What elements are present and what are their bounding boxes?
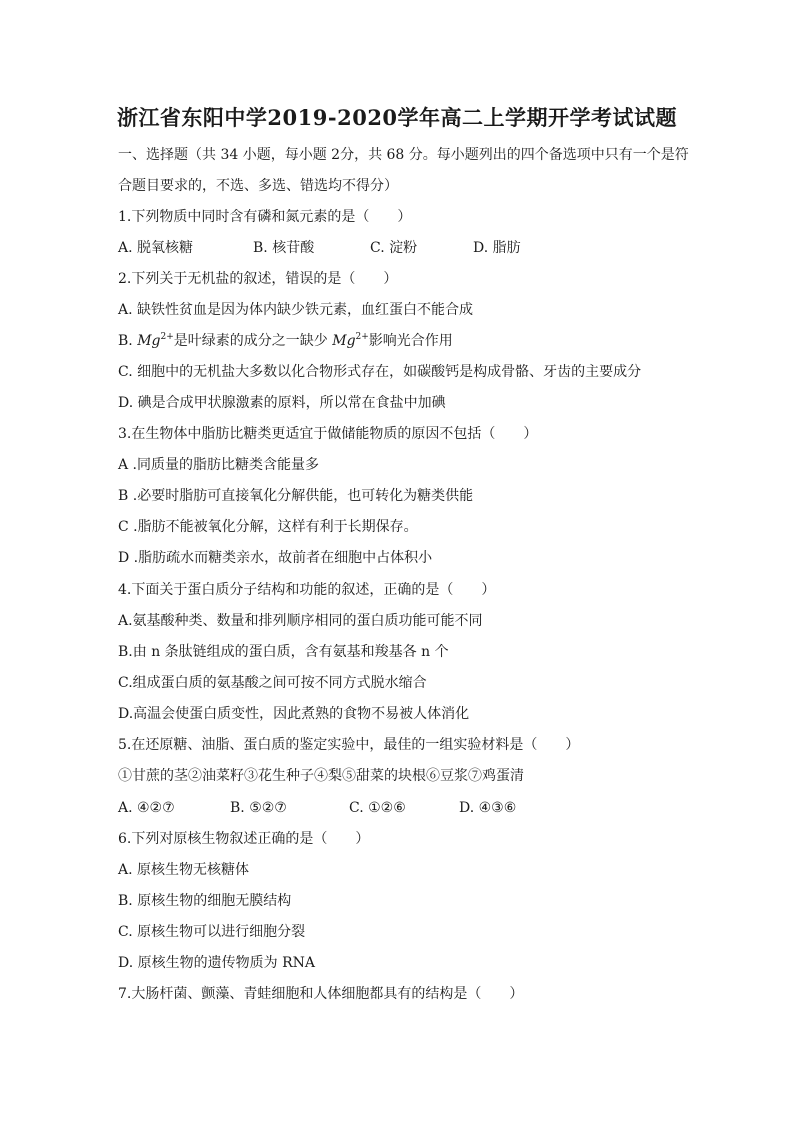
option-d: D. ④③⑥ bbox=[459, 800, 517, 816]
question-2-option-c: C. 细胞中的无机盐大多数以化合物形式存在，如碳酸钙是构成骨骼、牙齿的主要成分 bbox=[118, 364, 642, 380]
mg-symbol: Mg bbox=[137, 333, 161, 349]
question-4-option-d: D.高温会使蛋白质变性，因此煮熟的食物不易被人体消化 bbox=[118, 706, 470, 722]
question-6-option-a: A. 原核生物无核糖体 bbox=[118, 862, 250, 878]
question-3-option-a: A .同质量的脂肪比糖类含能量多 bbox=[118, 457, 320, 473]
charge-superscript: 2+ bbox=[355, 332, 369, 342]
question-2-stem: 2.下列关于无机盐的叙述，错误的是（ ） bbox=[118, 271, 398, 287]
option-d: D. 脂肪 bbox=[473, 240, 521, 256]
question-6-option-b: B. 原核生物的细胞无膜结构 bbox=[118, 893, 292, 909]
question-1-options bbox=[118, 239, 521, 257]
question-4-stem: 4.下面关于蛋白质分子结构和功能的叙述，正确的是（ ） bbox=[118, 582, 496, 598]
question-6-option-c: C. 原核生物可以进行细胞分裂 bbox=[118, 924, 306, 940]
option-b: B. 核苷酸 bbox=[253, 240, 315, 256]
option-a: A. 脱氧核糖 bbox=[118, 240, 194, 256]
question-2-option-b bbox=[118, 332, 453, 350]
question-3-stem: 3.在生物体中脂肪比糖类更适宜于做储能物质的原因不包括（ ） bbox=[118, 426, 538, 442]
question-1-stem: 1.下列物质中同时含有磷和氮元素的是（ ） bbox=[118, 209, 412, 225]
option-c: C. ①②⑥ bbox=[349, 800, 406, 816]
question-4-option-a: A.氨基酸种类、数量和排列顺序相同的蛋白质功能可能不同 bbox=[118, 613, 483, 629]
question-4-option-b: B.由 n 条肽链组成的蛋白质，含有氨基和羧基各 n 个 bbox=[118, 644, 449, 660]
charge-superscript: 2+ bbox=[160, 332, 174, 342]
option-b: B. ⑤②⑦ bbox=[230, 800, 287, 816]
question-2-option-d: D. 碘是合成甲状腺激素的原料，所以常在食盐中加碘 bbox=[118, 395, 446, 411]
question-3-option-c: C .脂肪不能被氧化分解，这样有利于长期保存。 bbox=[118, 519, 418, 535]
option-a: A. ④②⑦ bbox=[118, 800, 175, 816]
question-3-option-d: D .脂肪疏水而糖类亲水，故前者在细胞中占体积小 bbox=[118, 550, 433, 566]
question-5-materials: ①甘蔗的茎②油菜籽③花生种子④梨⑤甜菜的块根⑥豆浆⑦鸡蛋清 bbox=[118, 768, 524, 784]
question-7-stem: 7.大肠杆菌、颤藻、青蛙细胞和人体细胞都具有的结构是（ ） bbox=[118, 986, 524, 1002]
option-b-suffix: 影响光合作用 bbox=[368, 333, 453, 349]
section-instructions-line-1: 一、选择题（共 34 小题，每小题 2分，共 68 分。每小题列出的四个备选项中只有一个是符 bbox=[118, 147, 689, 163]
mg-symbol: Mg bbox=[332, 333, 356, 349]
question-5-options bbox=[118, 799, 516, 817]
option-b-mid: 是叶绿素的成分之一缺少 bbox=[173, 333, 333, 349]
document-title: 浙江省东阳中学2019-2020学年高二上学期开学考试试题 bbox=[116, 105, 678, 130]
option-c: C. 淀粉 bbox=[370, 240, 418, 256]
question-6-option-d: D. 原核生物的遗传物质为 RNA bbox=[118, 955, 315, 971]
question-2-option-a: A. 缺铁性贫血是因为体内缺少铁元素，血红蛋白不能合成 bbox=[118, 302, 474, 318]
option-b-prefix: B. bbox=[118, 333, 138, 349]
question-3-option-b: B .必要时脂肪可直接氧化分解供能，也可转化为糖类供能 bbox=[118, 488, 474, 504]
question-5-stem: 5.在还原糖、油脂、蛋白质的鉴定实验中，最佳的一组实验材料是（ ） bbox=[118, 737, 580, 753]
section-instructions-line-2: 合题目要求的，不选、多选、错选均不得分） bbox=[118, 178, 398, 194]
question-4-option-c: C.组成蛋白质的氨基酸之间可按不同方式脱水缩合 bbox=[118, 675, 427, 691]
question-6-stem: 6.下列对原核生物叙述正确的是（ ） bbox=[118, 831, 370, 847]
